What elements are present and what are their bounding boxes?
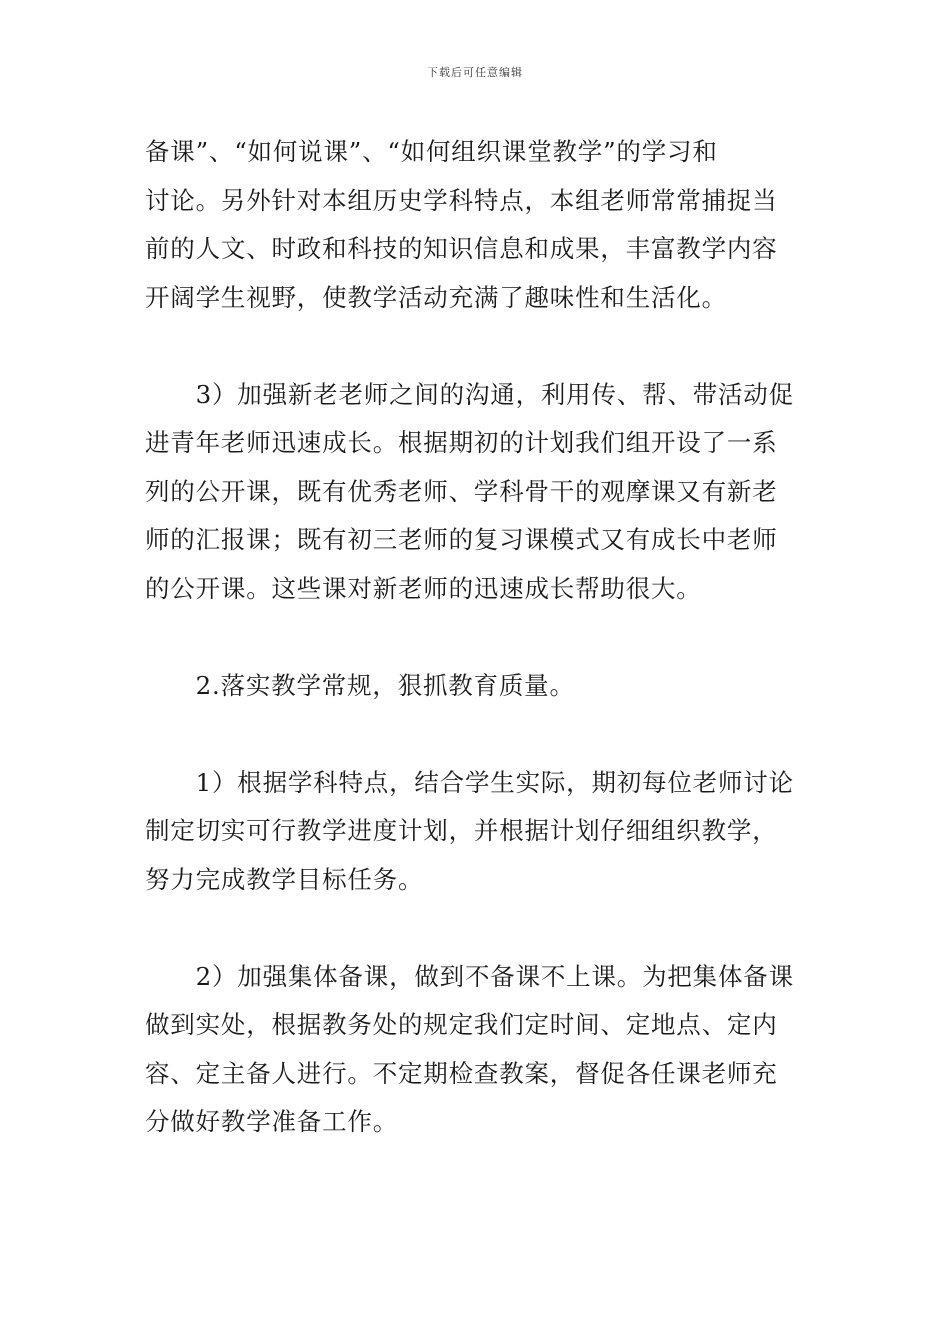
paragraph-gap [145, 613, 813, 662]
section-heading: 2.落实教学常规，狠抓教育质量。 [145, 670, 575, 700]
page-header: 下载后可任意编辑 [427, 66, 523, 79]
text-line: 分做好教学准备工作。 [145, 1107, 398, 1136]
paragraph-gap [145, 710, 813, 759]
text-line: 2）加强集体备课，做到不备课不上课。为把集体备课 [145, 961, 794, 991]
text-line: 进青年老师迅速成长。根据期初的计划我们组开设了一系 [145, 428, 778, 457]
text-line: 做到实处，根据教务处的规定我们定时间、定地点、定内 [145, 1010, 778, 1039]
text-line: 努力完成教学目标任务。 [145, 864, 424, 894]
text-line: 3）加强新老老师之间的沟通，利用传、帮、带活动促 [145, 379, 794, 409]
text-line: 列的公开课，既有优秀老师、学科骨干的观摩课又有新老 [145, 476, 778, 506]
text-line: 讨论。另外针对本组历史学科特点，本组老师常常捕捉当 [145, 185, 778, 215]
text-line: 的公开课。这些课对新老师的迅速成长帮助很大。 [145, 573, 702, 603]
text-line: 师的汇报课；既有初三老师的复习课模式又有成长中老师 [145, 525, 778, 554]
paragraph-gap [145, 322, 813, 371]
text-line: 备课”、“如何说课”、“如何组织课堂教学”的学习和 [145, 137, 718, 166]
text-line: 1）根据学科特点，结合学生实际，期初每位老师讨论 [145, 767, 794, 797]
paragraph-gap [145, 904, 813, 953]
text-line: 前的人文、时政和科技的知识信息和成果，丰富教学内容 [145, 234, 778, 263]
text-line: 开阔学生视野，使教学活动充满了趣味性和生活化。 [145, 282, 727, 312]
text-line: 容、定主备人进行。不定期检查教案，督促各任课老师充 [145, 1058, 778, 1088]
text-line: 制定切实可行教学进度计划，并根据计划仔细组织教学， [145, 816, 778, 845]
document-body [145, 128, 813, 1147]
